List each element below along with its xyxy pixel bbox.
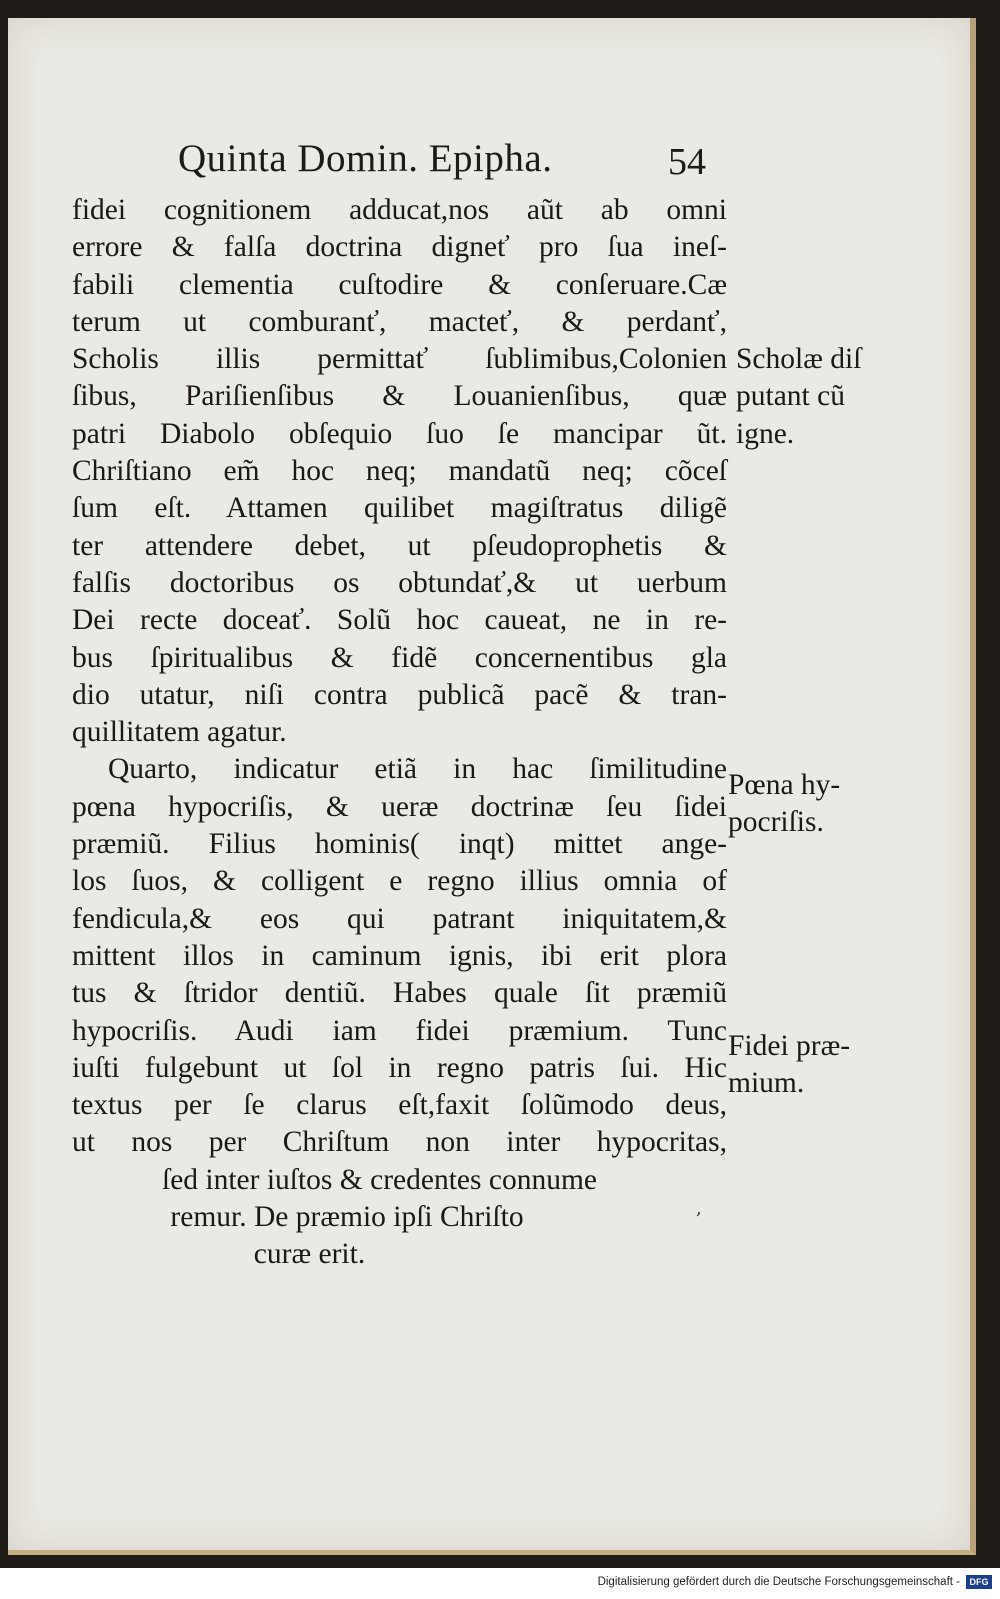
text-line: falſis doctoribus os obtundať,& ut uerbum: [72, 566, 727, 599]
marginal-note-scholae: [736, 341, 861, 453]
text-line: patri Diabolo obſequio ſuo ſe mancipar ũt.: [72, 417, 727, 450]
text-line: mittent illos in caminum ignis, ibi erit plora: [72, 939, 727, 972]
text-line: Chriſtiano em̃ hoc neq; mandatũ neq; cõceſ: [72, 455, 727, 488]
text-line: bus ſpiritualibus & fidẽ concernentibus gla: [72, 641, 727, 674]
text-line: præmiũ. Filius hominis( inqt) mittet ange-: [72, 828, 727, 861]
text-line: iuſti fulgebunt ut ſol in regno patris ſui. Hic: [72, 1051, 727, 1084]
marginal-line: Fidei præ-: [728, 1030, 851, 1062]
marginal-note-fidei: [728, 1028, 850, 1103]
marginal-line: putant cũ: [736, 380, 845, 413]
marginal-note-poena: [728, 767, 840, 842]
digitization-footer: [0, 1568, 1000, 1599]
dfg-logo: DFG: [966, 1575, 992, 1589]
text-line-tail: ſed inter iuſtos & credentes connume: [162, 1163, 597, 1196]
page-header: [178, 126, 738, 186]
text-line-indented: Quarto, indicatur etiã in hac ſimilitudine: [108, 753, 727, 786]
text-line: los ſuos, & colligent e regno illius omnia of: [72, 865, 727, 898]
text-line: ſibus, Pariſienſibus & Louanienſibus, quæ: [72, 380, 727, 413]
text-line: fendicula,& eos qui patrant iniquitatem,&: [72, 902, 727, 935]
text-line-tail: remur. De præmio ipſi Chriſto: [170, 1201, 524, 1234]
text-line-tail: curæ erit.: [253, 1238, 366, 1271]
text-line: Dei recte doceať. Solũ hoc caueat, ne in re-: [72, 604, 727, 637]
stray-mark: ,: [696, 1198, 702, 1219]
text-line: ter attendere debet, ut pſeudoprophetis &: [72, 529, 727, 562]
book-page: [8, 18, 976, 1555]
marginal-line: Pœna hy-: [728, 769, 841, 801]
text-line: tus & ſtridor dentiũ. Habes quale ſit præmiũ: [72, 977, 727, 1010]
page-number: 54: [668, 141, 706, 183]
text-line: errore & falſa doctrina digneť pro ſua ineſ-: [72, 231, 727, 264]
marginal-line: igne.: [736, 417, 795, 450]
footer-credit: Digitalisierung gefördert durch die Deutsche Forschungsgemeinschaft -: [597, 1576, 960, 1588]
text-line: fabili clementia cuſtodire & conſeruare.Cæ: [72, 268, 727, 301]
text-line: quillitatem agatur.: [72, 716, 287, 749]
marginal-line: mium.: [728, 1067, 805, 1100]
marginal-line: Scholæ diſ: [736, 343, 862, 375]
running-title: Quinta Domin. Epipha.: [178, 137, 553, 180]
text-line: Scholis illis permittať ſublimibus,Colonien: [72, 343, 727, 376]
text-line: dio utatur, niſi contra publicã pacẽ & tran-: [72, 678, 727, 711]
text-line: terum ut comburanť, macteť, & perdanť,: [72, 305, 727, 338]
text-line: textus per ſe clarus eſt,faxit ſolũmodo deus,: [72, 1089, 727, 1122]
text-line: hypocriſis. Audi iam fidei præmium. Tunc: [72, 1014, 727, 1047]
marginal-line: pocriſis.: [728, 806, 824, 839]
text-line: ſum eſt. Attamen quilibet magiſtratus diligẽ: [72, 492, 727, 525]
body-text: [72, 192, 727, 1274]
text-line: ut nos per Chriſtum non inter hypocritas,: [72, 1126, 727, 1159]
text-line: pœna hypocriſis, & ueræ doctrinæ ſeu ſidei: [72, 790, 727, 823]
text-line: fidei cognitionem adducat,nos aũt ab omni: [72, 194, 727, 226]
